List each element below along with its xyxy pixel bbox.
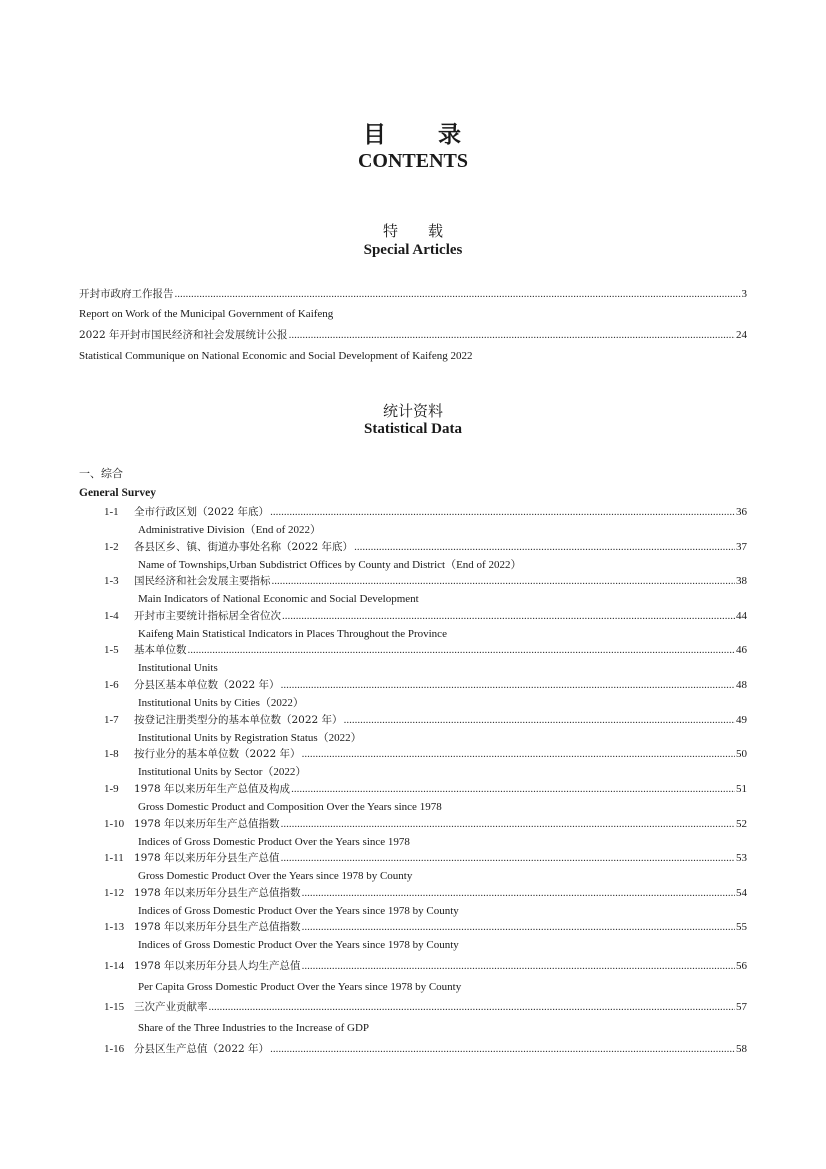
toc-entry-title-cn: 各县区乡、镇、街道办事处名称（2022 年底） — [134, 541, 354, 553]
toc-entry[interactable] — [104, 574, 747, 588]
toc-entry-title-en: Institutional Units by Cities（2022） — [138, 697, 304, 709]
toc-entry-number: 1-16 — [104, 1043, 125, 1055]
toc-entry-number: 1-10 — [104, 818, 125, 830]
toc-entry-number: 1-13 — [104, 921, 125, 933]
toc-entry-page: 49 — [736, 714, 747, 726]
toc-entry-page: 44 — [736, 610, 747, 622]
leader-dots — [302, 886, 735, 900]
toc-entry[interactable] — [104, 747, 747, 761]
toc-entry-page: 48 — [736, 679, 747, 691]
toc-entry-number: 1-14 — [104, 960, 125, 972]
toc-entry-title-cn: 按登记注册类型分的基本单位数（2022 年） — [134, 714, 343, 726]
leader-dots — [289, 328, 735, 342]
toc-entry-number: 1-9 — [104, 783, 119, 795]
toc-entry[interactable] — [104, 609, 747, 623]
toc-entry-number: 1-7 — [104, 714, 119, 726]
toc-entry-number: 1-5 — [104, 644, 119, 656]
toc-entry-title-en: Gross Domestic Product Over the Years since 1978 by County — [138, 870, 413, 882]
toc-entry[interactable] — [79, 287, 747, 301]
toc-entry[interactable] — [104, 713, 747, 727]
leader-dots — [302, 747, 735, 761]
toc-entry-number: 1-12 — [104, 887, 125, 899]
toc-entry[interactable] — [104, 505, 747, 519]
toc-entry-number: 1-1 — [104, 506, 119, 518]
leader-dots — [302, 959, 735, 973]
toc-entry[interactable] — [104, 643, 747, 657]
toc-entry-title-cn: 全市行政区划（2022 年底） — [134, 506, 270, 518]
toc-entry[interactable] — [104, 959, 747, 973]
toc-entry-title-cn: 1978 年以来历年生产总值指数 — [134, 818, 280, 830]
toc-entry-title-en: Main Indicators of National Economic and Social Development — [138, 593, 419, 605]
toc-entry-number: 1-4 — [104, 610, 119, 622]
toc-entry-title-cn: 1978 年以来历年分县人均生产总值 — [134, 960, 301, 972]
toc-entry-title-en: Institutional Units by Registration Status（2022） — [138, 732, 362, 744]
leader-dots — [282, 609, 735, 623]
toc-entry-page: 38 — [736, 575, 747, 587]
toc-entry-title-cn: 国民经济和社会发展主要指标 — [134, 575, 271, 587]
toc-entry-title-cn: 开封市主要统计指标居全省位次 — [134, 610, 281, 622]
toc-entry-page: 50 — [736, 748, 747, 760]
toc-entry-page: 3 — [741, 288, 747, 300]
toc-entry-title-en: Indices of Gross Domestic Product Over the Years since 1978 by County — [138, 905, 459, 917]
toc-entry-title-cn: 按行业分的基本单位数（2022 年） — [134, 748, 301, 760]
toc-entry[interactable] — [104, 1000, 747, 1014]
statdata-heading-cn: 统计资料 — [382, 402, 443, 420]
statdata-heading-en: Statistical Data — [364, 421, 462, 437]
toc-entry-title-cn: 开封市政府工作报告 — [79, 288, 174, 300]
category-heading-cn: 一、综合 — [79, 467, 123, 480]
leader-dots — [281, 817, 735, 831]
toc-entry-number: 1-11 — [104, 852, 124, 864]
toc-entry-title-en: Institutional Units — [138, 662, 218, 674]
toc-entry-title-en: Indices of Gross Domestic Product Over the Years since 1978 — [138, 836, 410, 848]
toc-entry-title-en: Institutional Units by Sector（2022） — [138, 766, 307, 778]
leader-dots — [270, 1042, 735, 1056]
toc-entry-title-en: Name of Townships,Urban Subdistrict Offices by County and District（End of 2022） — [138, 559, 522, 571]
toc-entry-title-en: Per Capita Gross Domestic Product Over the Years since 1978 by County — [138, 981, 462, 993]
toc-entry-title-en: Administrative Division（End of 2022） — [138, 524, 322, 536]
toc-entry-number: 1-6 — [104, 679, 119, 691]
leader-dots — [291, 782, 735, 796]
toc-entry-number: 1-8 — [104, 748, 119, 760]
toc-entry[interactable] — [104, 782, 747, 796]
toc-entry-title-en: Indices of Gross Domestic Product Over the Years since 1978 by County — [138, 939, 459, 951]
leader-dots — [281, 678, 735, 692]
leader-dots — [209, 1000, 736, 1014]
toc-entry-title-cn: 1978 年以来历年分县生产总值 — [134, 852, 280, 864]
leader-dots — [188, 643, 736, 657]
toc-entry-title-cn: 1978 年以来历年生产总值及构成 — [134, 783, 291, 795]
toc-entry-page: 56 — [736, 960, 747, 972]
toc-entry-title-en: Kaifeng Main Statistical Indicators in Places Throughout the Province — [138, 628, 447, 640]
toc-entry-page: 46 — [736, 644, 747, 656]
toc-entry[interactable] — [104, 851, 747, 865]
toc-entry-page: 57 — [736, 1001, 747, 1013]
toc-entry-number: 1-2 — [104, 541, 119, 553]
toc-entry-title-en: Statistical Communique on National Economic and Social Development of Kaifeng 2022 — [79, 350, 473, 362]
toc-entry-page: 55 — [736, 921, 747, 933]
toc-entry[interactable] — [104, 920, 747, 934]
toc-entry-page: 54 — [736, 887, 747, 899]
toc-entry-title-en: Share of the Three Industries to the Increase of GDP — [138, 1022, 370, 1034]
toc-entry-number: 1-15 — [104, 1001, 125, 1013]
toc-entry-page: 52 — [736, 818, 747, 830]
toc-entry-page: 24 — [736, 329, 747, 341]
toc-entry-title-cn: 2022 年开封市国民经济和社会发展统计公报 — [79, 329, 288, 341]
toc-entry-page: 37 — [736, 541, 747, 553]
leader-dots — [354, 540, 735, 554]
toc-entry-page: 51 — [736, 783, 747, 795]
toc-entry[interactable] — [104, 817, 747, 831]
toc-entry-page: 58 — [736, 1043, 747, 1055]
toc-entry[interactable] — [79, 328, 747, 342]
toc-entry[interactable] — [104, 540, 747, 554]
category-heading-en: General Survey — [79, 487, 156, 499]
toc-entry-title-cn: 1978 年以来历年分县生产总值指数 — [134, 921, 301, 933]
leader-dots — [270, 505, 735, 519]
leader-dots — [175, 287, 741, 301]
leader-dots — [281, 851, 735, 865]
toc-entry-number: 1-3 — [104, 575, 119, 587]
leader-dots — [302, 920, 735, 934]
toc-entry-title-en: Gross Domestic Product and Composition Over the Years since 1978 — [138, 801, 442, 813]
toc-entry[interactable] — [104, 1042, 747, 1056]
toc-entry-title-cn: 分县区基本单位数（2022 年） — [134, 679, 280, 691]
toc-entry-title-cn: 三次产业贡献率 — [134, 1001, 208, 1013]
leader-dots — [272, 574, 736, 588]
toc-entry-page: 36 — [736, 506, 747, 518]
toc-entry-title-cn: 1978 年以来历年分县生产总值指数 — [134, 887, 301, 899]
leader-dots — [344, 713, 735, 727]
special-heading-en: Special Articles — [363, 242, 463, 258]
page-title-en: CONTENTS — [357, 150, 469, 172]
toc-entry[interactable] — [104, 886, 747, 900]
page-title-cn: 目 录 — [363, 122, 463, 148]
special-heading-cn: 特 载 — [382, 222, 443, 240]
toc-entry-title-cn: 基本单位数 — [134, 644, 187, 656]
toc-entry-title-cn: 分县区生产总值（2022 年） — [134, 1043, 270, 1055]
toc-entry[interactable] — [104, 678, 747, 692]
toc-entry-title-en: Report on Work of the Municipal Government of Kaifeng — [79, 308, 334, 320]
toc-entry-page: 53 — [736, 852, 747, 864]
